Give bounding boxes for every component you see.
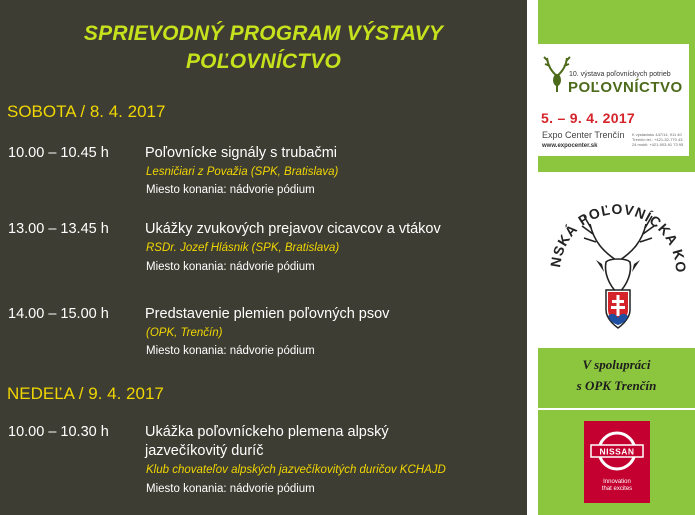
event-place: Miesto konania: nádvorie pódium <box>146 483 315 495</box>
event-place: Miesto konania: nádvorie pódium <box>146 184 315 196</box>
nissan-tagline-line1: Innovation <box>603 479 631 485</box>
nissan-brand-text: NISSAN <box>599 446 635 457</box>
spk-emblem <box>538 172 695 348</box>
nissan-tagline <box>584 479 650 493</box>
spk-name-text: NSKÁ POĽOVNÍCKA KO <box>547 200 690 274</box>
expo-dates: 5. – 9. 4. 2017 <box>541 110 636 126</box>
expo-name: POĽOVNÍCTVO <box>568 79 683 96</box>
nissan-tagline-line2: that excites <box>601 486 633 492</box>
expo-subtitle: 10. výstava poľovníckych potrieb <box>569 71 671 78</box>
day-heading-saturday: SOBOTA / 8. 4. 2017 <box>7 102 166 121</box>
event-title: Ukážky zvukových prejavov cicavcov a vtákov <box>145 221 441 237</box>
nissan-logo <box>584 421 650 503</box>
sponsor-sidebar <box>527 0 695 515</box>
event-title-continued: jazvečíkovitý duríč <box>145 443 264 459</box>
cooperation-line2: s OPK Trenčín <box>576 378 657 393</box>
event-organizer: RSDr. Jozef Hlásnik (SPK, Bratislava) <box>146 242 340 254</box>
cooperation-line1: V spolupráci <box>582 357 651 372</box>
event-place: Miesto konania: nádvorie pódium <box>146 261 315 273</box>
event-time: 10.00 – 10.30 h <box>8 424 109 440</box>
expo-logo-card <box>538 44 689 156</box>
event-title: Ukážka poľovníckeho plemena alpský <box>145 424 389 440</box>
expo-contact: K výstavisku 447/14, 911 40 Trenčín tel.: +421-32-770 43 24 mobil: +421-903-91 73 95 <box>632 132 684 147</box>
day-heading-sunday: NEDEĽA / 9. 4. 2017 <box>7 384 164 403</box>
event-time: 13.00 – 13.45 h <box>8 221 109 237</box>
event-organizer: Klub chovateľov alpských jazvečíkovitých duričov KCHAJD <box>146 464 446 476</box>
spk-logo <box>538 172 695 348</box>
program-subtitle: POĽOVNÍCTVO <box>185 50 342 73</box>
cooperation-box <box>538 348 695 408</box>
nissan-emblem <box>584 421 650 477</box>
event-title: Predstavenie plemien poľovných psov <box>145 306 390 322</box>
event-organizer: Lesničiari z Považia (SPK, Bratislava) <box>146 166 339 178</box>
program-title: SPRIEVODNÝ PROGRAM VÝSTAVY <box>83 22 444 45</box>
event-time: 14.00 – 15.00 h <box>8 306 109 322</box>
event-place: Miesto konania: nádvorie pódium <box>146 345 315 357</box>
event-organizer: (OPK, Trenčín) <box>146 327 223 339</box>
expo-website: www.expocenter.sk <box>542 143 598 149</box>
event-time: 10.00 – 10.45 h <box>8 145 109 161</box>
expo-venue: Expo Center Trenčín <box>542 130 625 140</box>
event-title: Poľovnícke signály s trubačmi <box>145 145 338 161</box>
